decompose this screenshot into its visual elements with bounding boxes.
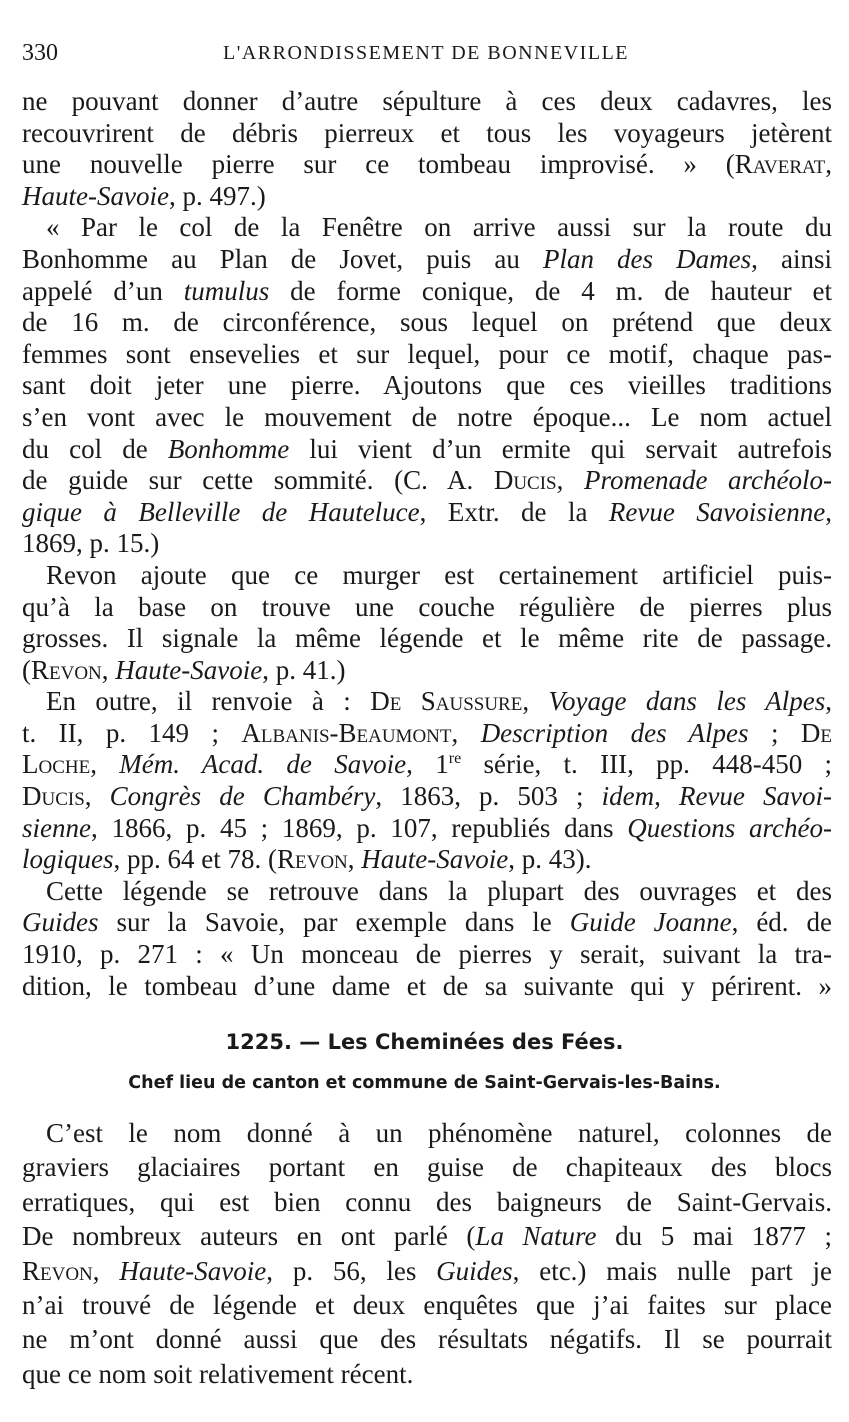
text-line [22,181,832,213]
text-run: , [347,844,362,875]
italic-text: Mém. Acad. de Savoie [119,749,407,780]
text-line [22,370,832,402]
text-run: , [84,781,110,812]
text-run: , [654,781,679,812]
italic-text: Haute-Savoie [119,1255,267,1286]
text-run: femmes sont ensevelies et sur lequel, pour ce motif, chaque pas- [22,338,832,369]
text-line [22,1357,832,1391]
text-line [22,592,832,624]
text-run: Bonhomme au Plan de Jovet, puis au [22,243,543,274]
text-run: sur la Savoie, par exemple dans le [98,907,570,938]
text-run: , [825,686,833,717]
text-run: , 1863, p. 503 ; [375,781,602,812]
text-run: graviers glaciaires portant en guise de chapiteaux des blocs [22,1152,832,1183]
text-line [22,497,832,529]
italic-text: Guide Joanne [569,907,732,938]
italic-text: Voyage dans les Alpes [548,686,826,717]
author-name: Revon [22,1255,93,1286]
text-line [22,1288,832,1322]
text-run: recouvrirent de débris pierreux et tous les voyageurs jetèrent [22,117,832,148]
superscript: re [448,750,462,768]
text-run: du col de [22,433,168,464]
text-run: appelé d’un [22,275,184,306]
text-line [22,813,832,845]
italic-text: Revue Savoisienne [608,496,826,527]
text-run: s’en vont avec le mouvement de notre époque... Le nom actuel [22,401,832,432]
text-run: De nombreux auteurs en ont parlé ( [22,1221,476,1252]
text-run: série, t. III, pp. 448-450 ; [461,749,833,780]
text-run: de forme conique, de 4 m. de hauteur et [269,275,832,306]
text-run: de guide sur cette sommité. (C. A. [22,465,494,496]
text-run: , p. 41.) [262,654,346,685]
text-run: qu’à la base on trouve une couche régulière de pierres plus [22,591,832,622]
text-line [22,528,832,560]
italic-text: La Nature [475,1221,597,1252]
text-line [22,118,832,150]
italic-text: Haute-Savoie [115,654,263,685]
author-name: Raverat [734,149,826,180]
italic-text: Plan des Dames [542,243,752,274]
text-run: une nouvelle pierre sur ce tombeau improvisé. » ( [22,149,735,180]
text-run: , [451,717,481,748]
text-line [22,434,832,466]
text-line [22,749,832,781]
italic-text: sienne [22,812,91,843]
body-text-lower [22,1116,832,1391]
text-line [22,655,832,687]
text-run: 1869, p. 15.) [22,528,160,559]
text-run: , pp. 64 et 78. ( [113,844,277,875]
text-run: Revon ajoute que ce murger est certainement artificiel puis- [46,559,832,590]
text-line [22,560,832,592]
text-run: , p. 56, les [266,1255,437,1286]
italic-text: Description des Alpes [480,717,749,748]
text-run: n’ai trouvé de légende et deux enquêtes que j’ai faites sur place [22,1289,832,1320]
text-run: , [556,465,584,496]
author-name: Ducis [493,465,557,496]
author-name: Albanis-Beaumont [241,717,452,748]
section-subheading: Chef lieu de canton et commune de Saint-Gervais-les-Bains. [128,1073,721,1093]
page-number: 330 [22,40,58,66]
italic-text: gique à Belleville de Hauteluce [22,496,420,527]
text-line [22,971,832,1003]
body-text-upper [22,86,832,1002]
author-name: Ducis [22,781,85,812]
text-line [22,307,832,339]
italic-text: Haute-Savoie [22,180,169,211]
text-line [22,244,832,276]
text-run: que ce nom soit relativement récent. [22,1358,414,1389]
text-run: sant doit jeter une pierre. Ajoutons que ces vieilles traditions [22,370,832,401]
text-run: lui vient d’un ermite qui servait autrefois [289,433,832,464]
text-run: , ainsi [751,243,832,274]
text-run: Cette légende se retrouve dans la plupart des ouvrages et des [46,875,832,906]
text-run: , Extr. de la [419,496,609,527]
text-line [22,781,832,813]
italic-text: Haute-Savoie [361,844,509,875]
text-line [22,1185,832,1219]
text-line [22,686,832,718]
text-run: , [522,686,549,717]
author-name: Loche [22,749,91,780]
italic-text: Guides [22,907,99,938]
text-line [22,339,832,371]
text-line [22,876,832,908]
text-line [22,1150,832,1184]
text-run: ne m’ont donné aussi que des résultats négatifs. Il se pourrait [22,1324,832,1355]
text-run: , [101,654,116,685]
italic-text: tumulus [183,275,270,306]
text-line [22,623,832,655]
text-line [22,1322,832,1356]
text-line [22,1219,832,1253]
section-heading: 1225. — Les Cheminées des Fées. [225,1030,624,1054]
text-line [22,402,832,434]
text-line [22,86,832,118]
running-title: L'ARRONDISSEMENT DE BONNEVILLE [223,42,629,64]
text-run: grosses. Il signale la même légende et le même rite de passage. [22,623,832,654]
text-run: du 5 mai 1877 ; [596,1221,832,1252]
text-run: , [825,149,832,180]
text-line [22,465,832,497]
author-name: Revon [276,844,348,875]
author-name: De Saussure [370,686,523,717]
text-run: C’est le nom donné à un phénomène naturel, colonnes de [46,1118,832,1148]
text-run: ( [22,654,31,685]
italic-text: Bonhomme [167,433,290,464]
text-run: , p. 43). [508,844,592,875]
italic-text: Promenade archéolo- [583,465,832,496]
page-header [22,40,830,74]
italic-text: logiques [22,844,114,875]
italic-text: Questions archéo- [627,812,832,843]
text-line [22,718,832,750]
text-run: ; [748,717,801,748]
author-name: De [800,717,832,748]
text-run: de 16 m. de circonférence, sous lequel on prétend que deux [22,307,832,338]
text-line [22,276,832,308]
text-run: , p. 497.) [168,180,266,211]
author-name: Revon [31,654,102,685]
text-run: , 1 [406,749,449,780]
text-line [22,1116,832,1150]
text-run: t. II, p. 149 ; [22,717,242,748]
text-run: « Par le col de la Fenêtre on arrive aussi sur la route du [46,212,832,243]
italic-text: Revue Savoi- [678,781,832,812]
text-run: , [90,749,120,780]
text-run: dition, le tombeau d’une dame et de sa suivante qui y périrent. » [22,970,832,1001]
text-line [22,939,832,971]
text-run: ne pouvant donner d’autre sépulture à ces deux cadavres, les [22,86,832,116]
text-run: , etc.) mais nulle part je [512,1255,833,1286]
italic-text: idem [601,781,655,812]
text-run: , éd. de [731,907,832,938]
text-run: , 1866, p. 45 ; 1869, p. 107, republiés dans [90,812,628,843]
text-run: 1910, p. 271 : « Un monceau de pierres y serait, suivant la tra- [22,939,832,970]
text-line [22,1254,832,1288]
text-run: En outre, il renvoie à : [46,686,371,717]
text-line [22,844,832,876]
text-run: , [92,1255,120,1286]
text-line [22,212,832,244]
text-line [22,149,832,181]
text-run: , [825,496,833,527]
text-line [22,907,832,939]
text-run: erratiques, qui est bien connu des baigneurs de Saint-Gervais. [22,1186,832,1217]
italic-text: Guides [436,1255,513,1286]
italic-text: Congrès de Chambéry [109,781,376,812]
